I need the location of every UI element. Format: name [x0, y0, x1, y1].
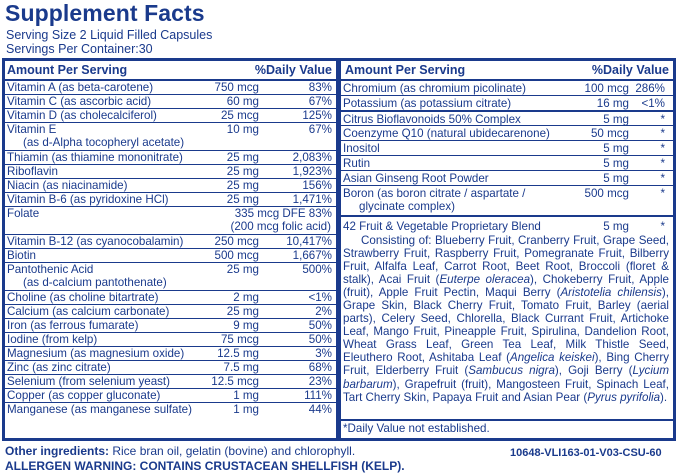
nutrient-row	[5, 122, 336, 151]
nutrient-name: Asian Ginseng Root Powder	[343, 172, 489, 185]
nutrient-row	[341, 140, 673, 156]
nutrient-name: Selenium (from selenium yeast)	[7, 375, 171, 388]
nutrient-name: Vitamin E	[7, 123, 57, 136]
nutrient-name: Inositol	[343, 142, 380, 155]
nutrient-name: Niacin (as niacinamide)	[7, 179, 128, 192]
left-panel-header	[5, 61, 336, 81]
header-daily-value: %Daily Value	[591, 63, 669, 77]
nutrient-name: Rutin	[343, 157, 371, 170]
product-code: 10648-VLI163-01-V03-CSU-60	[510, 447, 662, 459]
daily-value: 286%	[635, 82, 665, 95]
daily-value: *	[660, 157, 665, 170]
nutrient-amount: 500 mcg	[214, 249, 259, 262]
nutrient-amount: 50 mcg	[590, 127, 629, 140]
other-ingredients-label: Other ingredients:	[5, 444, 110, 458]
nutrient-row	[5, 346, 336, 361]
label-title: Supplement Facts	[5, 0, 205, 26]
nutrient-row	[341, 95, 673, 111]
daily-value: 10,417%	[286, 235, 332, 248]
nutrient-source: (as d-Alpha tocopheryl acetate)	[23, 136, 185, 149]
nutrient-row	[341, 185, 673, 216]
nutrient-amount: 25 mg	[226, 263, 259, 276]
right-nutrient-panel	[341, 61, 673, 438]
daily-value: *	[660, 187, 665, 200]
nutrient-row	[5, 108, 336, 123]
header-amount-per-serving: Amount Per Serving	[345, 63, 466, 77]
nutrient-source: glycinate complex)	[359, 200, 456, 213]
blend-daily-value: *	[660, 220, 665, 233]
other-ingredients-text: Rice bran oil, gelatin (bovine) and chlorophyll.	[109, 444, 356, 458]
nutrient-amount: 1 mg	[233, 389, 259, 402]
daily-value: 1,923%	[292, 165, 332, 178]
nutrient-row	[5, 290, 336, 305]
nutrient-name: Iron (as ferrous fumarate)	[7, 319, 139, 332]
nutrient-row	[5, 164, 336, 179]
daily-value: 500%	[302, 263, 332, 276]
blend-name: 42 Fruit & Vegetable Proprietary Blend	[343, 220, 541, 233]
daily-value: 156%	[302, 179, 332, 192]
nutrient-row	[5, 304, 336, 319]
blend-ingredients: Consisting of: Blueberry Fruit, Cranberry Fruit, Grape Seed, Strawberry Fruit, Raspberry Fruit, Pomegranate Fruit, Bilberry Fruit, Alfalfa Leaf, Carrot Root, Beet Root, Broccoli (floret & stalk), Acai Fruit (Euterpe oleracea), Chokeberry Fruit, Apple (fruit), Apple Fruit Pectin, Maqui Berry (Aristotelia chilensis), Grape Skin, Black Cherry Fruit, Tomato Fruit, Barley (aerial parts), Celery Seed, Chlorella, Black Currant Fruit, Artichoke Leaf, Mango Fruit, Pineapple Fruit, Spirulina, Dandelion Root, Wheat Grass Leaf, Green Tea Leaf, Milk Thistle Seed, Eleuthero Root, Ashitaba Leaf (Angelica keiskei), Bing Cherry Fruit, Elderberry Fruit (Sambucus nigra), Goji Berry (Lycium barbarum), Grapefruit (fruit), Mangosteen Fruit, Spinach Leaf, Tart Cherry Skin, Papaya Fruit and Asian Pear (Pyrus pyrifolia).	[343, 234, 670, 404]
daily-value: <1%	[308, 291, 332, 304]
right-panel-header	[341, 61, 673, 81]
daily-value: 125%	[302, 109, 332, 122]
nutrient-amount: 25 mcg	[220, 109, 259, 122]
nutrient-amount: 335 mcg DFE 83%	[234, 207, 332, 220]
nutrient-row	[5, 178, 336, 193]
daily-value: *	[660, 113, 665, 126]
nutrient-name: Vitamin B-6 (as pyridoxine HCl)	[7, 193, 169, 206]
nutrient-amount: 75 mcg	[220, 333, 259, 346]
daily-value: 2%	[315, 305, 332, 318]
daily-value: *	[660, 142, 665, 155]
nutrient-amount: 5 mg	[603, 157, 629, 170]
daily-value: 111%	[304, 389, 332, 402]
nutrient-amount: 25 mg	[226, 165, 259, 178]
nutrient-name: Boron (as boron citrate / aspartate /	[343, 187, 526, 200]
daily-value: 1,667%	[292, 249, 332, 262]
nutrient-amount: 16 mg	[596, 97, 629, 110]
nutrient-row	[5, 374, 336, 389]
nutrient-row	[5, 248, 336, 263]
nutrient-name: Pantothenic Acid	[7, 263, 94, 276]
daily-value: 68%	[308, 361, 332, 374]
nutrient-row	[5, 360, 336, 375]
nutrient-source: (as d-calcium pantothenate)	[23, 276, 167, 289]
blend-amount: 5 mg	[603, 220, 629, 233]
proprietary-blend-row	[341, 215, 673, 420]
daily-value: *	[660, 127, 665, 140]
nutrient-amount: 5 mg	[603, 113, 629, 126]
nutrient-row	[341, 170, 673, 186]
nutrient-name: Potassium (as potassium citrate)	[343, 97, 512, 110]
nutrient-row	[5, 94, 336, 109]
nutrient-name: Magnesium (as magnesium oxide)	[7, 347, 185, 360]
nutrient-name: Coenzyme Q10 (natural ubidecarenone)	[343, 127, 550, 140]
nutrient-amount: 5 mg	[603, 142, 629, 155]
daily-value: *	[660, 172, 665, 185]
nutrient-name: Vitamin C (as ascorbic acid)	[7, 95, 152, 108]
daily-value: 2,083%	[292, 151, 332, 164]
nutrient-name: Manganese (as manganese sulfate)	[7, 403, 192, 416]
nutrient-amount: 100 mcg	[584, 82, 629, 95]
nutrient-row	[341, 155, 673, 171]
daily-value: 44%	[308, 403, 332, 416]
daily-value: 1,471%	[292, 193, 332, 206]
serving-size: Serving Size 2 Liquid Filled Capsules	[6, 28, 213, 42]
daily-value-footnote: *Daily Value not established.	[343, 422, 490, 435]
nutrient-name: Folate	[7, 207, 40, 220]
nutrient-amount: 10 mg	[226, 123, 259, 136]
nutrient-amount: 12.5 mg	[217, 347, 259, 360]
nutrient-row	[5, 150, 336, 165]
header-amount-per-serving: Amount Per Serving	[7, 63, 128, 77]
nutrient-name: Zinc (as zinc citrate)	[7, 361, 111, 374]
nutrient-row	[5, 80, 336, 95]
nutrient-amount: 2 mg	[233, 291, 259, 304]
daily-value: <1%	[641, 97, 665, 110]
nutrient-name: Biotin	[7, 249, 37, 262]
nutrient-name: Iodine (from kelp)	[7, 333, 98, 346]
nutrient-name: Chromium (as chromium picolinate)	[343, 82, 526, 95]
nutrient-row	[341, 80, 673, 96]
nutrient-amount: 60 mg	[226, 95, 259, 108]
nutrient-row	[5, 388, 336, 403]
nutrient-row	[5, 234, 336, 249]
daily-value: 67%	[308, 95, 332, 108]
nutrient-name: Copper (as copper gluconate)	[7, 389, 161, 402]
nutrient-row	[341, 125, 673, 141]
nutrient-name: Citrus Bioflavonoids 50% Complex	[343, 113, 521, 126]
nutrient-row	[5, 402, 336, 417]
daily-value: 50%	[308, 319, 332, 332]
nutrient-amount: 5 mg	[603, 172, 629, 185]
nutrient-row	[5, 192, 336, 207]
nutrient-row	[5, 262, 336, 291]
nutrient-name: Vitamin B-12 (as cyanocobalamin)	[7, 235, 184, 248]
daily-value: 3%	[315, 347, 332, 360]
nutrient-amount: 25 mg	[226, 179, 259, 192]
nutrient-amount: 500 mcg	[584, 187, 629, 200]
nutrient-amount: 750 mcg	[214, 81, 259, 94]
other-ingredients	[5, 444, 355, 458]
nutrient-row	[5, 206, 336, 235]
nutrient-amount-detail: (200 mcg folic acid)	[230, 220, 331, 233]
daily-value: 67%	[308, 123, 332, 136]
nutrient-amount: 7.5 mg	[223, 361, 259, 374]
nutrient-amount: 25 mg	[226, 151, 259, 164]
daily-value: 23%	[308, 375, 332, 388]
nutrient-amount: 25 mg	[226, 193, 259, 206]
nutrient-name: Vitamin A (as beta-carotene)	[7, 81, 154, 94]
allergen-warning: ALLERGEN WARNING: CONTAINS CRUSTACEAN SHELLFISH (KELP).	[5, 459, 405, 473]
nutrient-name: Vitamin D (as cholecalciferol)	[7, 109, 157, 122]
daily-value: 50%	[308, 333, 332, 346]
servings-per-container: Servings Per Container:30	[6, 42, 153, 56]
footnote-divider	[341, 419, 673, 421]
nutrient-row	[5, 318, 336, 333]
nutrient-name: Choline (as choline bitartrate)	[7, 291, 159, 304]
nutrient-name: Calcium (as calcium carbonate)	[7, 305, 170, 318]
nutrient-amount: 250 mcg	[214, 235, 259, 248]
nutrient-amount: 9 mg	[233, 319, 259, 332]
nutrient-name: Riboflavin	[7, 165, 58, 178]
left-nutrient-panel	[5, 61, 336, 438]
nutrient-row	[5, 332, 336, 347]
daily-value: 83%	[308, 81, 332, 94]
nutrient-amount: 12.5 mcg	[211, 375, 259, 388]
nutrient-amount: 25 mg	[226, 305, 259, 318]
nutrient-name: Thiamin (as thiamine mononitrate)	[7, 151, 183, 164]
header-daily-value: %Daily Value	[254, 63, 332, 77]
nutrient-amount: 1 mg	[233, 403, 259, 416]
